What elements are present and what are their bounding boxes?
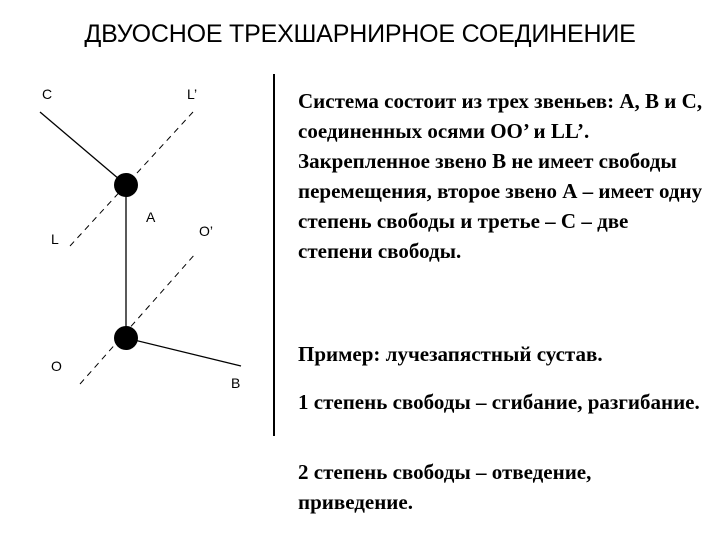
label-a: A (146, 209, 156, 225)
link-c-line (40, 112, 126, 185)
label-c: C (42, 86, 53, 102)
description-text: Система состоит из трех звеньев: А, В и С, соединенных осями ОО’ и LL’. Закрепленное звено В не имеет свободы перемещения, второе звено А – имеет одну степень свободы и третье – С – две степени свободы. (298, 89, 703, 263)
label-l-prime: L’ (187, 86, 198, 102)
joint-lower (114, 326, 138, 350)
label-o: O (51, 358, 62, 374)
label-b: B (231, 375, 241, 391)
axis-oo-prime (80, 253, 196, 384)
vertical-divider (273, 74, 275, 436)
slide-title: ДВУОСНОЕ ТРЕХШАРНИРНОЕ СОЕДИНЕНИЕ (84, 20, 636, 48)
link-b-line (126, 338, 241, 366)
degree-one-text: 1 степень свободы – сгибание, разгибание. (298, 390, 700, 414)
joint-diagram (0, 0, 280, 540)
joint-upper (114, 173, 138, 197)
example-text: Пример: лучезапястный сустав. (298, 342, 603, 366)
label-l: L (51, 231, 59, 247)
degree-two-text: 2 степень свободы – отведение, приведение. (298, 460, 592, 514)
label-o-prime: O’ (199, 223, 213, 239)
